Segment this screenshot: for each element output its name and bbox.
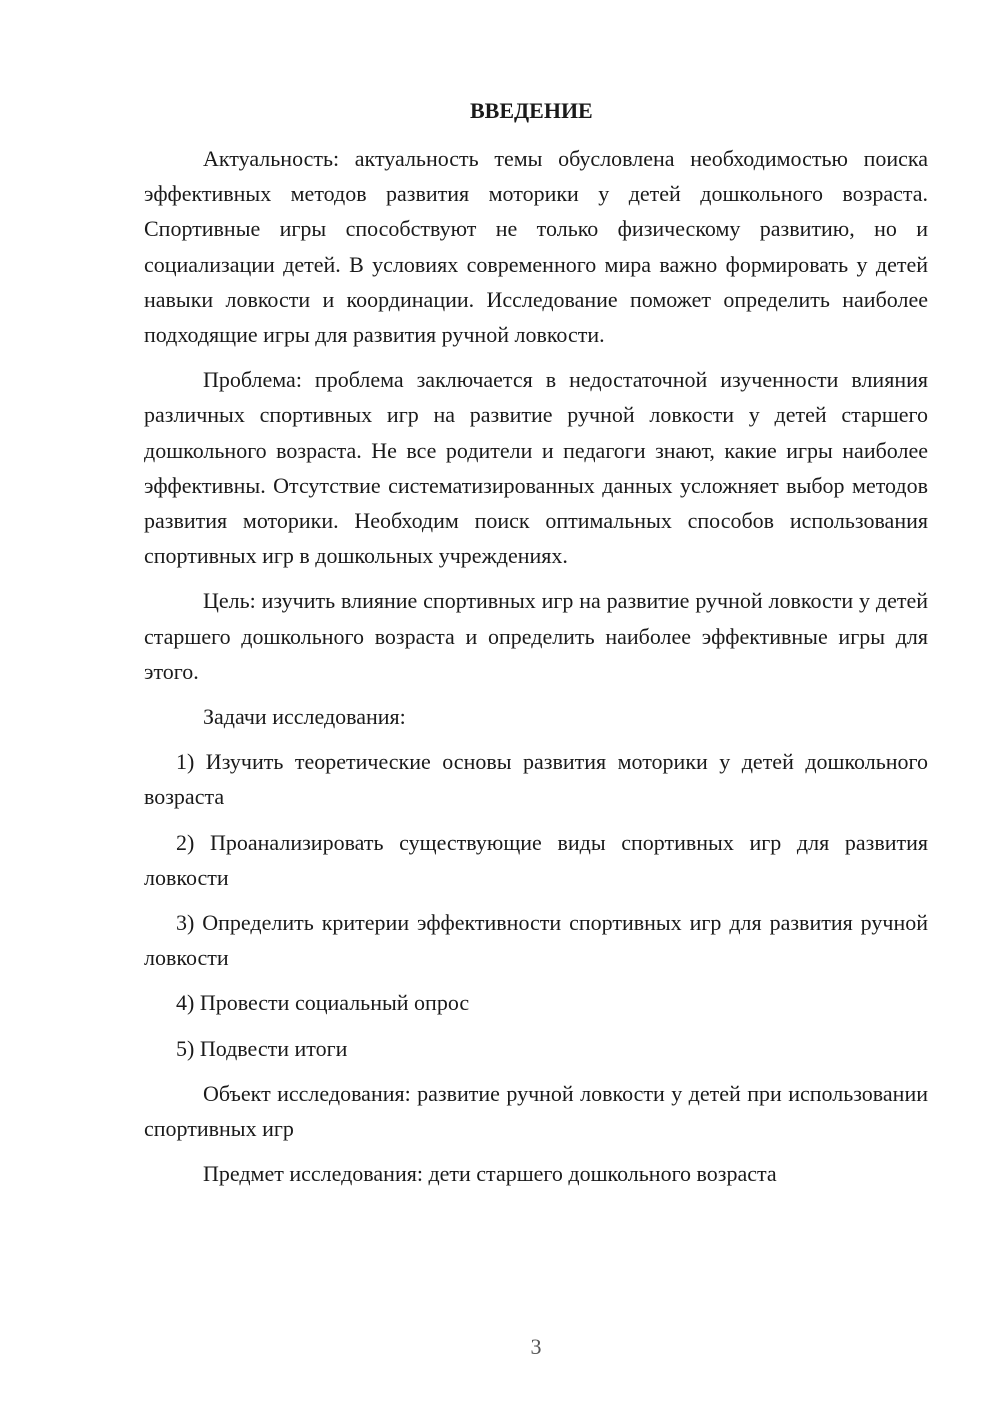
- paragraph-goal: Цель: изучить влияние спортивных игр на развитие ручной ловкости у детей старшего дошкольного возраста и определить наиболее эффективные игры для этого.: [144, 588, 928, 684]
- paragraph-object: Объект исследования: развитие ручной ловкости у детей при использовании спортивных игр: [144, 1080, 928, 1142]
- task-item-3: 3) Определить критерии эффективности спортивных игр для развития ручной ловкости: [144, 910, 928, 971]
- task-item-4: 4) Провести социальный опрос: [176, 990, 470, 1016]
- paragraph-tasks-heading: Задачи исследования:: [203, 704, 406, 730]
- task-item-1: 1) Изучить теоретические основы развития моторики у детей дошкольного возраста: [144, 749, 928, 810]
- task-item-5: 5) Подвести итоги: [176, 1035, 348, 1061]
- page-number: 3: [530, 1334, 542, 1359]
- paragraph-subject: Предмет исследования: дети старшего дошкольного возраста: [203, 1161, 777, 1187]
- paragraph-relevance: Актуальность: актуальность темы обусловлена необходимостью поиска эффективных методов развития моторики у детей дошкольного возраста. Спортивные игры способствуют не только физическому развитию, но и социализации детей. В условиях современного мира важно формировать у детей навыки ловкости и координации. Исследование поможет определить наиболее подходящие игры для развития ручной ловкости.: [144, 146, 928, 348]
- page-title: ВВЕДЕНИЕ: [470, 98, 593, 123]
- paragraph-problem: Проблема: проблема заключается в недостаточной изученности влияния различных спортивных игр на развитие ручной ловкости у детей старшего дошкольного возраста. Не все родители и педагоги знают, какие игры наиболее эффективны. Отсутствие систематизированных данных усложняет выбор методов развития моторики. Необходим поиск оптимальных способов использования спортивных игр в дошкольных учреждениях.: [144, 367, 928, 569]
- task-item-2: 2) Проанализировать существующие виды спортивных игр для развития ловкости: [144, 829, 928, 890]
- document-body: [144, 141, 928, 1191]
